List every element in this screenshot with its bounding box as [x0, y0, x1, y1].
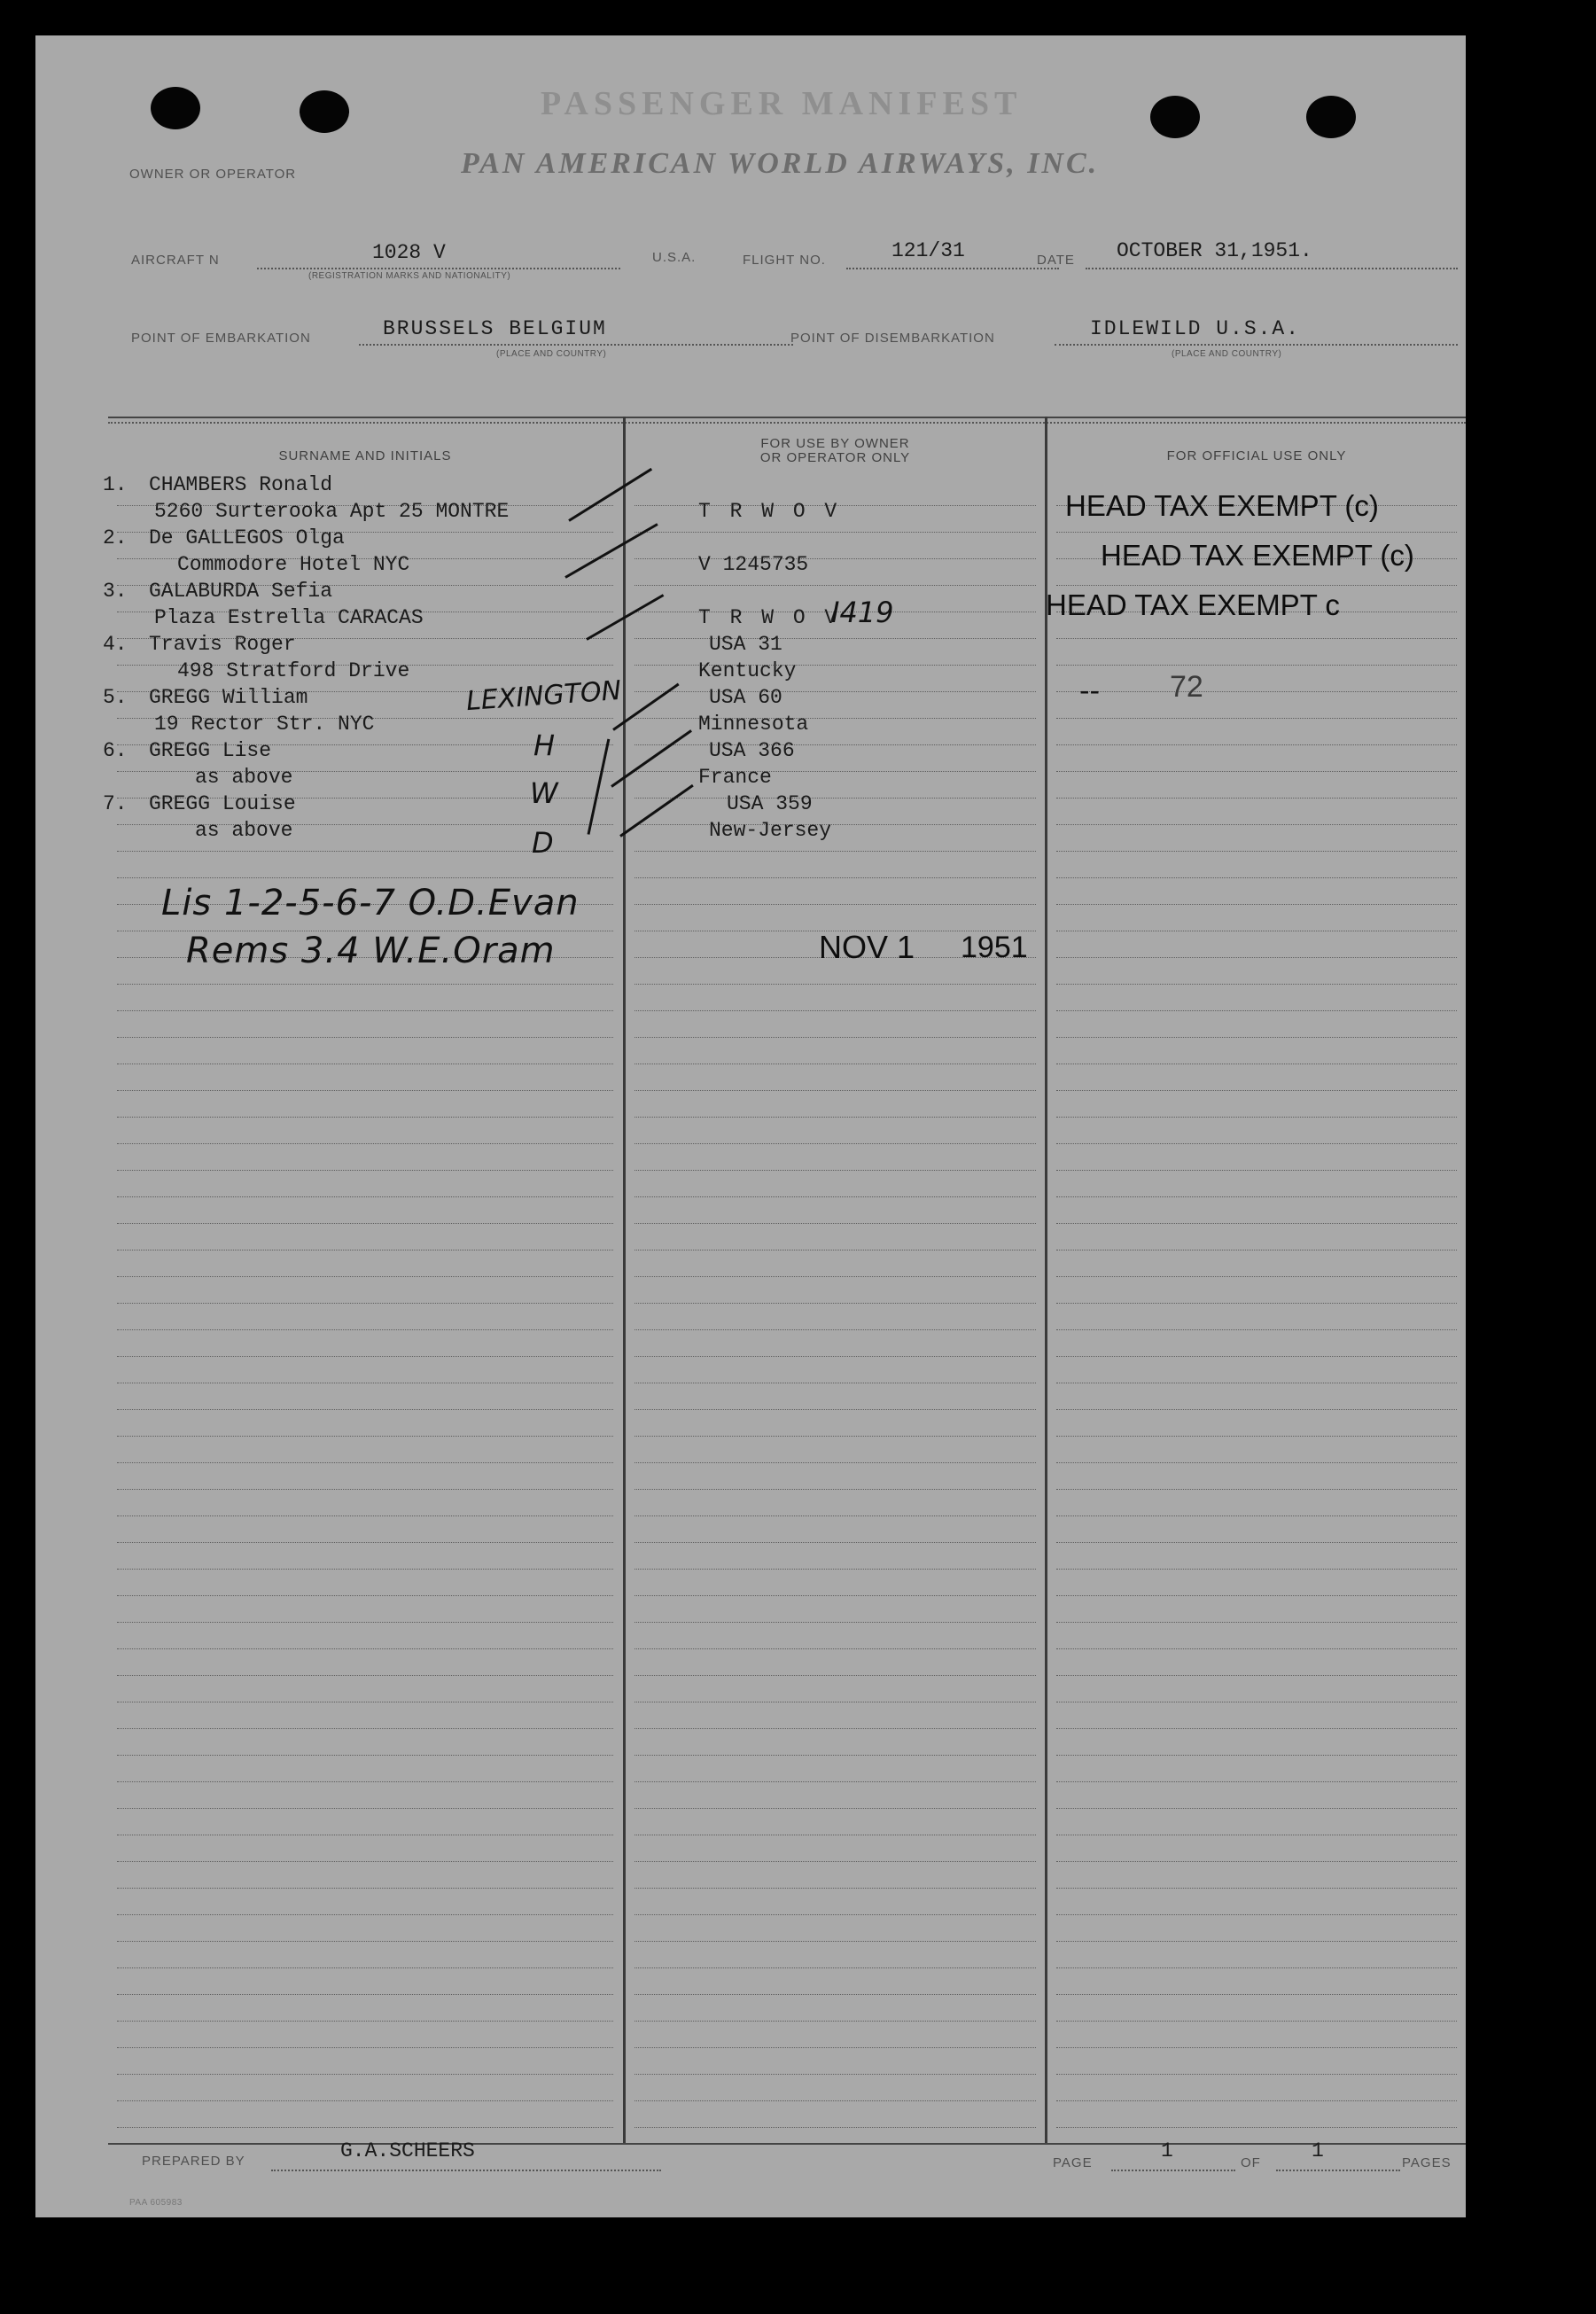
ruled-line: [635, 1010, 1036, 1011]
ruled-line: [635, 691, 1036, 692]
official-stamp: HEAD TAX EXEMPT c: [1046, 588, 1340, 621]
passenger-address: 5260 Surterooka Apt 25 MONTRE: [154, 500, 510, 523]
ruled-line: [1056, 1303, 1457, 1304]
ruled-line: [635, 824, 1036, 825]
ruled-line: [635, 1276, 1036, 1277]
ruled-line: [1056, 1515, 1457, 1516]
ruled-line: [635, 1861, 1036, 1862]
ruled-line: [635, 1143, 1036, 1144]
passenger-name: De GALLEGOS Olga: [149, 526, 345, 549]
official-stamp: HEAD TAX EXEMPT (c): [1065, 489, 1379, 522]
ruled-line: [1056, 1196, 1457, 1197]
stamp-date-month-day: NOV 1: [819, 929, 915, 965]
ruled-line: [1056, 1037, 1457, 1038]
ruled-line: [117, 1329, 613, 1330]
stamp-date-year: 1951: [961, 931, 1028, 964]
ruled-line: [1056, 744, 1457, 745]
ruled-line: [117, 1994, 613, 1995]
ruled-line: [1056, 1223, 1457, 1224]
owner-info: USA 359: [727, 792, 813, 815]
ruled-line: [117, 1117, 613, 1118]
ruled-line: [1056, 1648, 1457, 1649]
ruled-line: [117, 2127, 613, 2128]
ruled-line: [635, 1356, 1036, 1357]
ruled-line: [117, 1143, 613, 1144]
ruled-line: [635, 1303, 1036, 1304]
embark-line: [359, 344, 793, 346]
ruled-line: [635, 851, 1036, 852]
ruled-line: [1056, 771, 1457, 772]
embark-value: BRUSSELS BELGIUM: [383, 317, 607, 340]
flight-line: [846, 268, 1059, 269]
ruled-line: [117, 1303, 613, 1304]
ruled-line: [117, 1781, 613, 1782]
row-number: 6.: [103, 739, 128, 762]
handwritten-code: I419: [831, 596, 894, 629]
ruled-line: [117, 1914, 613, 1915]
owner-info-2: New-Jersey: [709, 819, 832, 842]
embark-label: POINT OF EMBARKATION: [131, 331, 311, 346]
table-top-rule-1: [108, 417, 1466, 418]
ruled-line: [117, 2047, 613, 2048]
ruled-line: [1056, 904, 1457, 905]
punch-hole-4: [1306, 96, 1356, 138]
ruled-line: [117, 1595, 613, 1596]
pages-line: [1276, 2170, 1400, 2171]
ruled-line: [1056, 691, 1457, 692]
ruled-line: [1056, 1675, 1457, 1676]
ruled-line: [1056, 1569, 1457, 1570]
ruled-line: [635, 1223, 1036, 1224]
ruled-line: [635, 1967, 1036, 1968]
ruled-line: [117, 771, 613, 772]
disembark-line: [1055, 344, 1458, 346]
ruled-line: [117, 1861, 613, 1862]
ruled-line: [1056, 1755, 1457, 1756]
ruled-line: [1056, 984, 1457, 985]
ruled-line: [635, 1489, 1036, 1490]
row-number: 5.: [103, 686, 128, 709]
owner-info: T R W O V: [698, 500, 841, 523]
ruled-line: [635, 1569, 1036, 1570]
ruled-line: [117, 2100, 613, 2101]
passenger-address: as above: [195, 766, 293, 789]
ruled-line: [1056, 665, 1457, 666]
ruled-line: [1056, 1356, 1457, 1357]
ruled-line: [1056, 1595, 1457, 1596]
pages-label: PAGES: [1402, 2155, 1452, 2170]
row-number: 1.: [103, 473, 128, 496]
page-value: 1: [1161, 2139, 1173, 2162]
ruled-line: [117, 984, 613, 985]
ruled-line: [1056, 1861, 1457, 1862]
page-line: [1111, 2170, 1235, 2171]
ruled-line: [635, 1542, 1036, 1543]
ruled-line: [635, 1808, 1036, 1809]
ruled-line: [117, 1010, 613, 1011]
aircraft-label: AIRCRAFT N: [131, 253, 220, 268]
ruled-line: [117, 1436, 613, 1437]
ruled-line: [635, 1409, 1036, 1410]
ruled-line: [635, 1914, 1036, 1915]
ruled-line: [635, 1675, 1036, 1676]
ruled-line: [1056, 1489, 1457, 1490]
punch-hole-2: [300, 90, 349, 133]
handwritten-city: LEXINGTON: [464, 674, 623, 718]
ruled-line: [1056, 1329, 1457, 1330]
ruled-line: [1056, 1994, 1457, 1995]
page-label: PAGE: [1053, 2155, 1093, 2170]
prepared-by-value: G.A.SCHEERS: [340, 2139, 475, 2162]
column-divider-1: [623, 417, 626, 2145]
ruled-line: [635, 1436, 1036, 1437]
passenger-address: 498 Stratford Drive: [177, 659, 410, 682]
ruled-line: [117, 1196, 613, 1197]
passenger-name: GREGG Lise: [149, 739, 272, 762]
punch-hole-1: [151, 87, 200, 129]
ruled-line: [117, 1515, 613, 1516]
prepared-by-label: PREPARED BY: [142, 2154, 245, 2169]
ruled-line: [117, 1542, 613, 1543]
ruled-line: [1056, 1170, 1457, 1171]
ruled-line: [117, 1808, 613, 1809]
ruled-line: [1056, 1888, 1457, 1889]
row-number: 4.: [103, 633, 128, 656]
col-header-owner-1: FOR USE BY OWNER: [760, 436, 910, 451]
owner-operator-label: OWNER OR OPERATOR: [129, 167, 297, 182]
ruled-line: [1056, 851, 1457, 852]
handwritten-note-2: Rems 3.4 W.E.Oram: [186, 931, 556, 971]
flight-label: FLIGHT NO.: [743, 253, 826, 268]
ruled-line: [1056, 1967, 1457, 1968]
passenger-name: GALABURDA Sefia: [149, 580, 333, 603]
aircraft-value: 1028 V: [372, 241, 446, 264]
ruled-line: [117, 1728, 613, 1729]
ruled-line: [635, 904, 1036, 905]
ruled-line: [635, 532, 1036, 533]
ruled-line: [1056, 1728, 1457, 1729]
ruled-line: [1056, 638, 1457, 639]
aircraft-line: [257, 268, 620, 269]
of-label: OF: [1241, 2155, 1261, 2170]
ruled-line: [635, 1329, 1036, 1330]
ruled-line: [117, 1170, 613, 1171]
ruled-line: [635, 1037, 1036, 1038]
passenger-name: CHAMBERS Ronald: [149, 473, 333, 496]
row-number: 7.: [103, 792, 128, 815]
official-stamp: HEAD TAX EXEMPT (c): [1101, 539, 1414, 572]
ruled-line: [117, 1462, 613, 1463]
owner-info-2: Minnesota: [698, 713, 809, 736]
ruled-line: [635, 771, 1036, 772]
ruled-line: [1056, 1010, 1457, 1011]
col-header-official: FOR OFFICIAL USE ONLY: [1166, 448, 1347, 464]
ruled-line: [635, 1994, 1036, 1995]
registration-sublabel: (REGISTRATION MARKS AND NATIONALITY): [308, 271, 511, 281]
handwritten-mark-h: H: [533, 728, 556, 762]
check-mark-1: [568, 468, 652, 522]
ruled-line: [635, 1622, 1036, 1623]
passenger-name: Travis Roger: [149, 633, 296, 656]
ruled-line: [1056, 1781, 1457, 1782]
ruled-line: [1056, 2074, 1457, 2075]
ruled-line: [1056, 1409, 1457, 1410]
ruled-line: [117, 1356, 613, 1357]
ruled-line: [117, 1409, 613, 1410]
date-label: DATE: [1037, 253, 1075, 268]
owner-info: V 1245735: [698, 553, 809, 576]
ruled-line: [635, 1196, 1036, 1197]
ruled-line: [1056, 1117, 1457, 1118]
handwritten-note-1: Lis 1-2-5-6-7 O.D.Evan: [161, 883, 580, 923]
ruled-line: [1056, 1941, 1457, 1942]
ruled-line: [635, 1728, 1036, 1729]
ruled-line: [1056, 1808, 1457, 1809]
ruled-line: [635, 2127, 1036, 2128]
handwritten-mark-d: D: [532, 826, 554, 860]
ruled-line: [635, 585, 1036, 586]
row-number: 3.: [103, 580, 128, 603]
ruled-line: [117, 1675, 613, 1676]
ruled-line: [117, 1569, 613, 1570]
col-header-surname: SURNAME AND INITIALS: [278, 448, 452, 464]
owner-info: T R W O V: [698, 606, 841, 629]
column-divider-2: [1045, 417, 1047, 2145]
manifest-sheet: [35, 35, 1466, 2217]
prepared-by-line: [271, 2170, 661, 2171]
ruled-line: [1056, 718, 1457, 719]
ruled-line: [1056, 1436, 1457, 1437]
date-value: OCTOBER 31,1951.: [1117, 239, 1312, 262]
owner-operator-value: PAN AMERICAN WORLD AIRWAYS, INC.: [461, 147, 1100, 180]
passenger-address: as above: [195, 819, 293, 842]
ruled-line: [635, 2047, 1036, 2048]
ruled-line: [1056, 1914, 1457, 1915]
ruled-line: [117, 1888, 613, 1889]
ruled-line: [635, 1595, 1036, 1596]
ruled-line: [1056, 1622, 1457, 1623]
ruled-line: [117, 1090, 613, 1091]
disembark-label: POINT OF DISEMBARKATION: [790, 331, 995, 346]
col-header-owner-2: OR OPERATOR ONLY: [759, 450, 911, 465]
owner-info-2: Kentucky: [698, 659, 797, 682]
ruled-line: [635, 798, 1036, 799]
ruled-line: [635, 2100, 1036, 2101]
official-stamp: 72: [1170, 670, 1203, 704]
table-top-rule-2: [108, 422, 1466, 424]
embark-sublabel: (PLACE AND COUNTRY): [496, 349, 607, 359]
check-mark-7: [619, 784, 694, 838]
usa-label: U.S.A.: [652, 250, 697, 265]
ruled-line: [635, 1515, 1036, 1516]
ruled-line: [117, 2021, 613, 2022]
ruled-line: [635, 1755, 1036, 1756]
ruled-line: [117, 1223, 613, 1224]
ruled-line: [635, 1941, 1036, 1942]
ruled-line: [1056, 2127, 1457, 2128]
ruled-line: [635, 1462, 1036, 1463]
ruled-line: [117, 1941, 613, 1942]
ruled-line: [1056, 2100, 1457, 2101]
passenger-name: GREGG Louise: [149, 792, 296, 815]
ruled-line: [117, 1276, 613, 1277]
ruled-line: [635, 665, 1036, 666]
footer-rule: [108, 2143, 1466, 2145]
ruled-line: [117, 1755, 613, 1756]
handwritten-dash: --: [1079, 674, 1101, 707]
ruled-line: [635, 718, 1036, 719]
ruled-line: [635, 558, 1036, 559]
ruled-line: [117, 1037, 613, 1038]
ruled-line: [1056, 1143, 1457, 1144]
ruled-line: [635, 2074, 1036, 2075]
disembark-sublabel: (PLACE AND COUNTRY): [1172, 349, 1282, 359]
row-number: 2.: [103, 526, 128, 549]
ruled-line: [1056, 824, 1457, 825]
punch-hole-3: [1150, 96, 1200, 138]
owner-info: USA 366: [709, 739, 795, 762]
ruled-line: [117, 1622, 613, 1623]
ruled-line: [1056, 2047, 1457, 2048]
ruled-line: [1056, 957, 1457, 958]
disembark-value: IDLEWILD U.S.A.: [1090, 317, 1301, 340]
date-line: [1086, 268, 1458, 269]
ruled-line: [1056, 798, 1457, 799]
ruled-line: [635, 744, 1036, 745]
ruled-line: [1056, 1462, 1457, 1463]
owner-info: USA 60: [709, 686, 782, 709]
ruled-line: [117, 824, 613, 825]
ruled-line: [635, 638, 1036, 639]
ruled-line: [1056, 1542, 1457, 1543]
ruled-line: [635, 1170, 1036, 1171]
flight-value: 121/31: [891, 239, 965, 262]
ruled-line: [635, 984, 1036, 985]
ruled-line: [635, 877, 1036, 878]
ruled-line: [635, 1888, 1036, 1889]
ruled-line: [117, 1489, 613, 1490]
ruled-line: [1056, 1090, 1457, 1091]
pages-value: 1: [1312, 2139, 1324, 2162]
ruled-line: [117, 2074, 613, 2075]
passenger-address: 19 Rector Str. NYC: [154, 713, 375, 736]
ruled-line: [1056, 532, 1457, 533]
owner-info-2: France: [698, 766, 772, 789]
ruled-line: [635, 2021, 1036, 2022]
passenger-address: Plaza Estrella CARACAS: [154, 606, 424, 629]
ruled-line: [635, 1090, 1036, 1091]
ruled-line: [1056, 585, 1457, 586]
ruled-line: [1056, 877, 1457, 878]
ruled-line: [635, 1648, 1036, 1649]
ruled-line: [117, 1967, 613, 1968]
passenger-address: Commodore Hotel NYC: [177, 553, 410, 576]
ruled-line: [635, 1781, 1036, 1782]
ruled-line: [117, 877, 613, 878]
form-title: PASSENGER MANIFEST: [541, 85, 1023, 122]
passenger-name: GREGG William: [149, 686, 308, 709]
ruled-line: [635, 1117, 1036, 1118]
form-code: PAA 605983: [129, 2198, 183, 2208]
ruled-line: [1056, 1276, 1457, 1277]
handwritten-mark-w: W: [530, 776, 558, 810]
bracket-stroke: [588, 739, 611, 835]
ruled-line: [117, 1648, 613, 1649]
owner-info: USA 31: [709, 633, 782, 656]
ruled-line: [1056, 2021, 1457, 2022]
